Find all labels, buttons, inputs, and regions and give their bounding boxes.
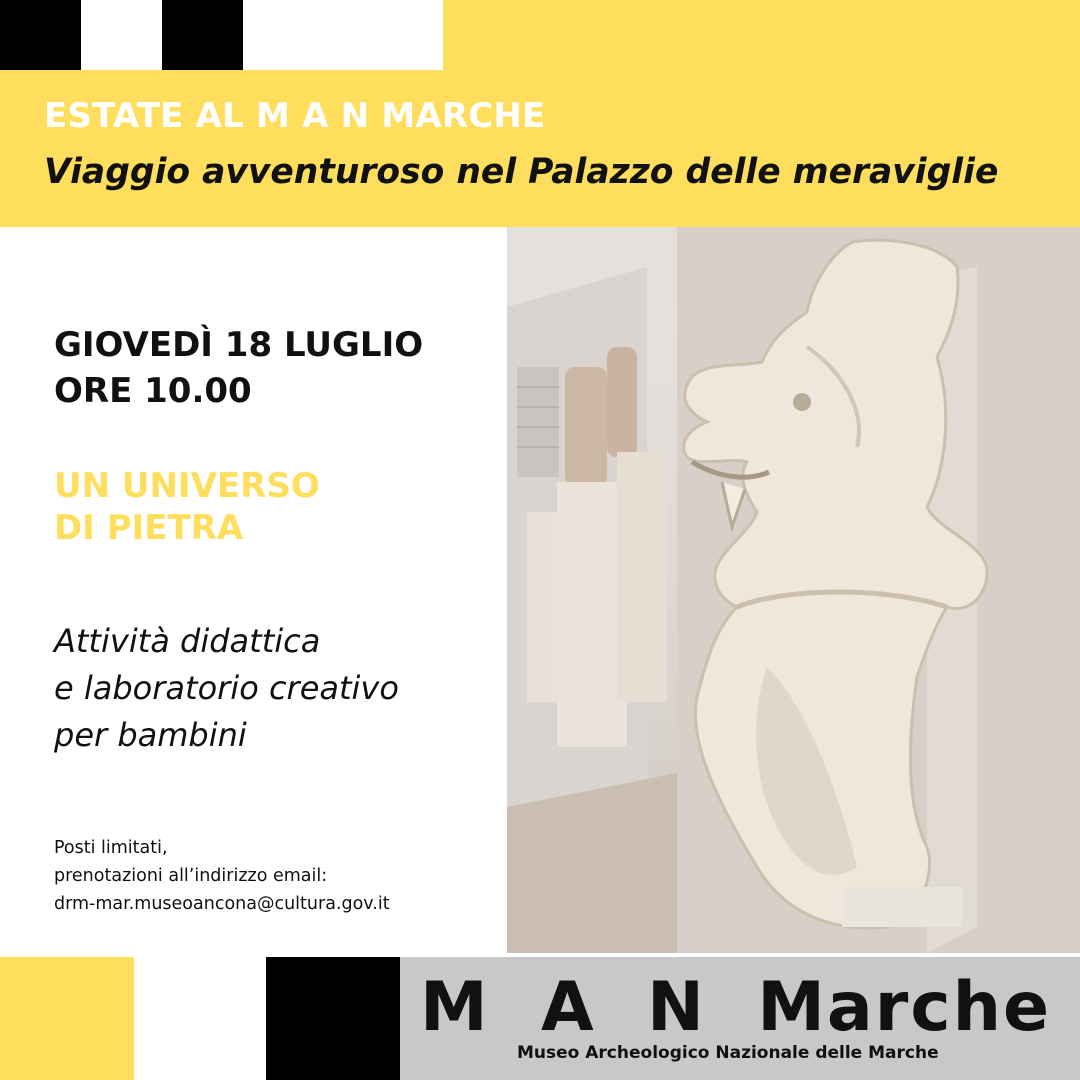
header-kicker: ESTATE AL M A N MARCHE xyxy=(44,96,546,136)
booking-info xyxy=(54,834,390,918)
event-datetime xyxy=(54,322,423,414)
museum-logo-subtitle: Museo Archeologico Nazionale delle Marche xyxy=(517,1043,939,1063)
event-time: ORE 10.00 xyxy=(54,371,252,411)
booking-email[interactable]: drm-mar.museoancona@cultura.gov.it xyxy=(54,894,390,914)
white-block-1 xyxy=(81,0,162,70)
event-description xyxy=(54,618,399,759)
header-subtitle: Viaggio avventuroso nel Palazzo delle meraviglie xyxy=(44,152,999,192)
booking-line2: prenotazioni all’indirizzo email: xyxy=(54,866,328,886)
yellow-corner-block xyxy=(0,957,134,1080)
description-line: e laboratorio creativo xyxy=(54,669,399,707)
event-topic-line1: UN UNIVERSO xyxy=(54,466,320,506)
black-block-2 xyxy=(162,0,243,70)
white-block-2 xyxy=(243,0,443,70)
event-topic xyxy=(54,465,320,549)
mount-bracket xyxy=(842,887,962,927)
yellow-block-top xyxy=(443,0,1080,70)
lion-eye xyxy=(793,393,811,411)
booking-line1: Posti limitati, xyxy=(54,838,168,858)
black-corner-block xyxy=(266,957,400,1080)
sculpture-illustration xyxy=(507,227,1080,953)
description-line: per bambini xyxy=(54,716,247,754)
event-date: GIOVEDÌ 18 LUGLIO xyxy=(54,325,424,365)
sculpture-photo xyxy=(507,227,1080,953)
window-blinds xyxy=(517,367,559,477)
black-block-1 xyxy=(0,0,81,70)
museum-logo-wordmark: M A N Marche xyxy=(420,968,1052,1047)
event-topic-line2: DI PIETRA xyxy=(54,508,244,548)
description-line: Attività didattica xyxy=(54,622,321,660)
header-band xyxy=(0,70,1080,227)
